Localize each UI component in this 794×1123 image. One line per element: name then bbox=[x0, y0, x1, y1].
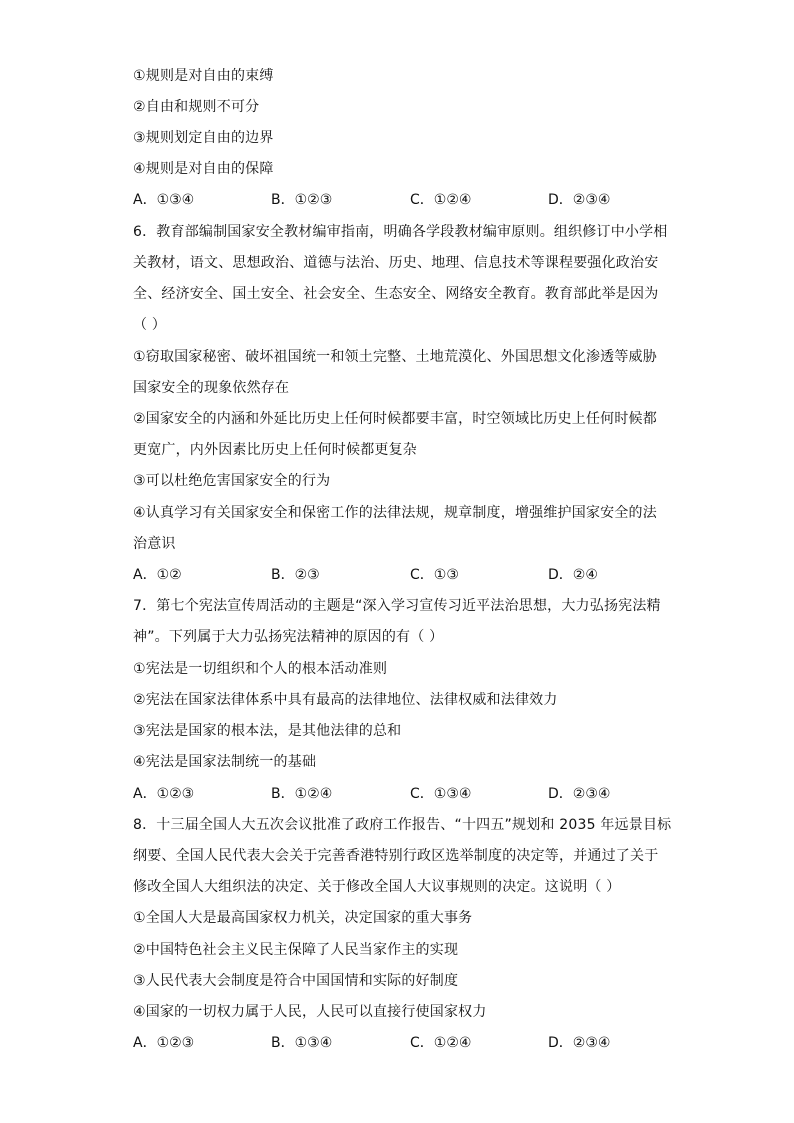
option-a: A．①③④ bbox=[133, 192, 195, 208]
answer-options bbox=[133, 190, 673, 210]
question-6-statement-4-line-2: 治意识 bbox=[133, 536, 176, 552]
question-6-statement-3: ③可以杜绝危害国家安全的行为 bbox=[133, 473, 331, 489]
question-6-statement-1-line-1: ①窃取国家秘密、破坏祖国统一和领土完整、土地荒漠化、外国思想文化渗透等威胁 bbox=[133, 349, 657, 365]
question-7-stem-line-1: 7．第七个宪法宣传周活动的主题是“深入学习宣传习近平法治思想，大力弘扬宪法精 bbox=[133, 598, 661, 614]
question-7-statement-1: ①宪法是一切组织和个人的根本活动准则 bbox=[133, 661, 388, 677]
question-7-statement-4: ④宪法是国家法制统一的基础 bbox=[133, 754, 317, 770]
question-7-options bbox=[133, 784, 673, 804]
option-a: A．①② bbox=[133, 567, 182, 583]
option-c: C．①②④ bbox=[410, 1035, 472, 1051]
statement-1: ①规则是对自由的束缚 bbox=[133, 68, 274, 84]
option-d: D．②③④ bbox=[548, 1035, 611, 1051]
option-d: D．②④ bbox=[548, 567, 598, 583]
question-6-stem-line-3: 全、经济安全、国土安全、社会安全、生态安全、网络安全教育。教育部此举是因为 bbox=[133, 286, 659, 302]
question-7-statement-2: ②宪法在国家法律体系中具有最高的法律地位、法律权威和法律效力 bbox=[133, 692, 558, 708]
statement-3: ③规则划定自由的边界 bbox=[133, 130, 274, 146]
question-6-stem-line-2: 关教材，语文、思想政治、道德与法治、历史、地理、信息技术等课程要强化政治安 bbox=[133, 255, 659, 271]
question-8-stem-line-2: 纲要、全国人民代表大会关于完善香港特别行政区选举制度的决定等，并通过了关于 bbox=[133, 848, 659, 864]
question-6-statement-4-line-1: ④认真学习有关国家安全和保密工作的法律法规，规章制度，增强维护国家安全的法 bbox=[133, 505, 657, 521]
question-6-statement-1-line-2: 国家安全的现象依然存在 bbox=[133, 380, 290, 396]
option-a: A．①②③ bbox=[133, 786, 195, 802]
question-6-options bbox=[133, 565, 673, 585]
option-b: B．①②③ bbox=[271, 192, 333, 208]
question-8-statement-2: ②中国特色社会主义民主保障了人民当家作主的实现 bbox=[133, 942, 459, 958]
option-c: C．①③④ bbox=[410, 786, 472, 802]
question-6-stem-line-1: 6．教育部编制国家安全教材编审指南，明确各学段教材编审原则。组织修订中小学相 bbox=[133, 224, 668, 240]
option-c: C．①②④ bbox=[410, 192, 472, 208]
option-d: D．②③④ bbox=[548, 192, 611, 208]
question-7-stem-line-2: 神”。下列属于大力弘扬宪法精神的原因的有（ ） bbox=[133, 629, 444, 645]
question-6-statement-2-line-1: ②国家安全的内涵和外延比历史上任何时候都要丰富，时空领域比历史上任何时候都 bbox=[133, 411, 657, 427]
option-b: B．①③④ bbox=[271, 1035, 333, 1051]
question-6-statement-2-line-2: 更宽广，内外因素比历史上任何时候都更复杂 bbox=[133, 442, 417, 458]
question-6-answer-blank: （ ） bbox=[133, 317, 167, 333]
option-a: A．①②③ bbox=[133, 1035, 195, 1051]
statement-4: ④规则是对自由的保障 bbox=[133, 161, 274, 177]
option-d: D．②③④ bbox=[548, 786, 611, 802]
question-8-statement-1: ①全国人大是最高国家权力机关，决定国家的重大事务 bbox=[133, 910, 473, 926]
question-7-statement-3: ③宪法是国家的根本法，是其他法律的总和 bbox=[133, 723, 402, 739]
option-c: C．①③ bbox=[410, 567, 459, 583]
question-8-options bbox=[133, 1033, 673, 1053]
statement-2: ②自由和规则不可分 bbox=[133, 99, 260, 115]
option-b: B．②③ bbox=[271, 567, 320, 583]
question-8-statement-3: ③人民代表大会制度是符合中国国情和实际的好制度 bbox=[133, 973, 459, 989]
question-8-stem-line-1: 8．十三届全国人大五次会议批准了政府工作报告、“十四五”规划和 2035 年远景目标 bbox=[133, 817, 672, 833]
question-8-stem-line-3: 修改全国人大组织法的决定、关于修改全国人大议事规则的决定。这说明（ ） bbox=[133, 879, 621, 895]
question-8-statement-4: ④国家的一切权力属于人民，人民可以直接行使国家权力 bbox=[133, 1004, 487, 1020]
option-b: B．①②④ bbox=[271, 786, 333, 802]
